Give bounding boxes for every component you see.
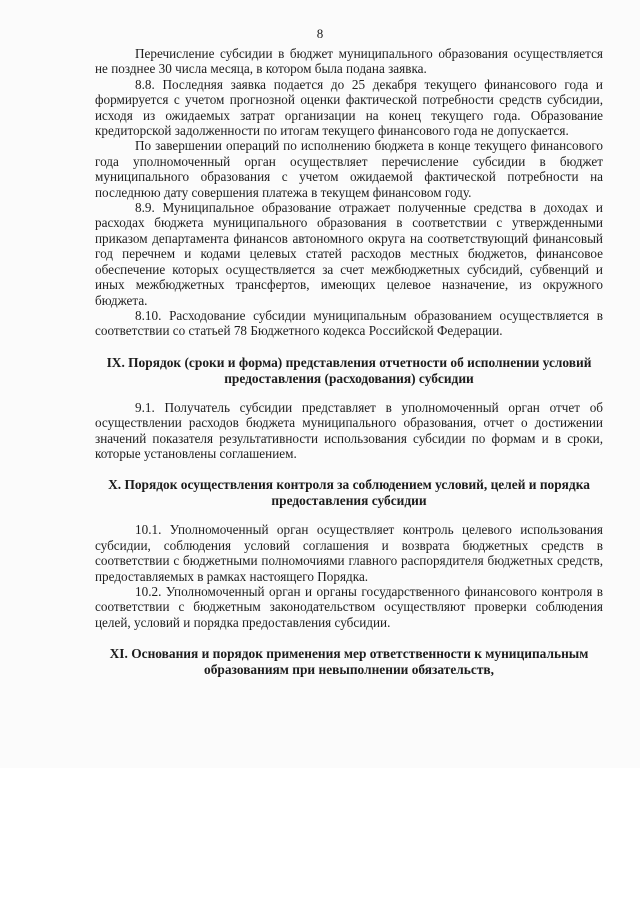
section-title-x: X. Порядок осуществления контроля за соблюдением условий, целей и порядка предоставления субсидии bbox=[108, 477, 590, 509]
paragraph-8-8: 8.8. Последняя заявка подается до 25 декабря текущего финансового года и формируется с учетом прогнозной оценки фактической потребности средств субсидии, исходя из ожидаемых затрат организации на конец текущего года. Образование кредиторской задолженности по итогам текущего финансового года не допускается. bbox=[95, 76, 603, 139]
paragraph-10-1: 10.1. Уполномоченный орган осуществляет контроль целевого использования субсидии, соблюдения условий соглашения и возврата бюджетных средств в соответствии с бюджетными полномочиями главного распорядителя бюджетных средств, предоставляемых в рамках настоящего Порядка. bbox=[95, 522, 603, 584]
paragraph-8-9: 8.9. Муниципальное образование отражает полученные средства в доходах и расходах бюджета муниципального образования в соответствии с утвержденными приказом департамента финансов автономного округа на соответствующий финансовый год перечнем и кодами целевых статей расходов местных бюджетов, финансовое обеспечение которых осуществляется за счет межбюджетных субсидий, субвенций и иных межбюджетных трансфертов, имеющих целевое назначение, из окружного бюджета. bbox=[95, 200, 603, 308]
paragraph-year-end-transfer: По завершении операций по исполнению бюджета в конце текущего финансового года уполномоченный орган осуществляет перечисление субсидии в бюджет муниципального образования с учетом ожидаемой фактической потребности на последнюю дату совершения платежа в текущем финансовом году. bbox=[95, 138, 603, 200]
paragraph-transfer-deadline: Перечисление субсидии в бюджет муниципального образования осуществляется не позднее 30 числа месяца, в котором была подана заявка. bbox=[95, 46, 603, 77]
paragraph-10-2: 10.2. Уполномоченный орган и органы государственного финансового контроля в соответствии с бюджетным законодательством осуществляют проверки соблюдения целей, условий и порядка предоставления субсидии. bbox=[95, 583, 603, 630]
section-title-ix: IX. Порядок (сроки и форма) представления отчетности об исполнении условий предоставления (расходования) субсидии bbox=[106, 354, 592, 386]
paragraph-9-1: 9.1. Получатель субсидии представляет в уполномоченный орган отчет об осуществлении расходов бюджета муниципального образования, отчет о достижении значений показателя результативности использования субсидии по формам и в сроки, которые установлены соглашением. bbox=[95, 399, 603, 461]
paragraph-8-10: 8.10. Расходование субсидии муниципальным образованием осуществляется в соответствии со статьей 78 Бюджетного кодекса Российской Федерации. bbox=[95, 307, 603, 339]
page-number: 8 bbox=[316, 26, 324, 41]
document-body bbox=[95, 46, 603, 678]
section-title-xi: XI. Основания и порядок применения мер ответственности к муниципальным образованиям при невыполнении обязательств, bbox=[109, 646, 589, 678]
